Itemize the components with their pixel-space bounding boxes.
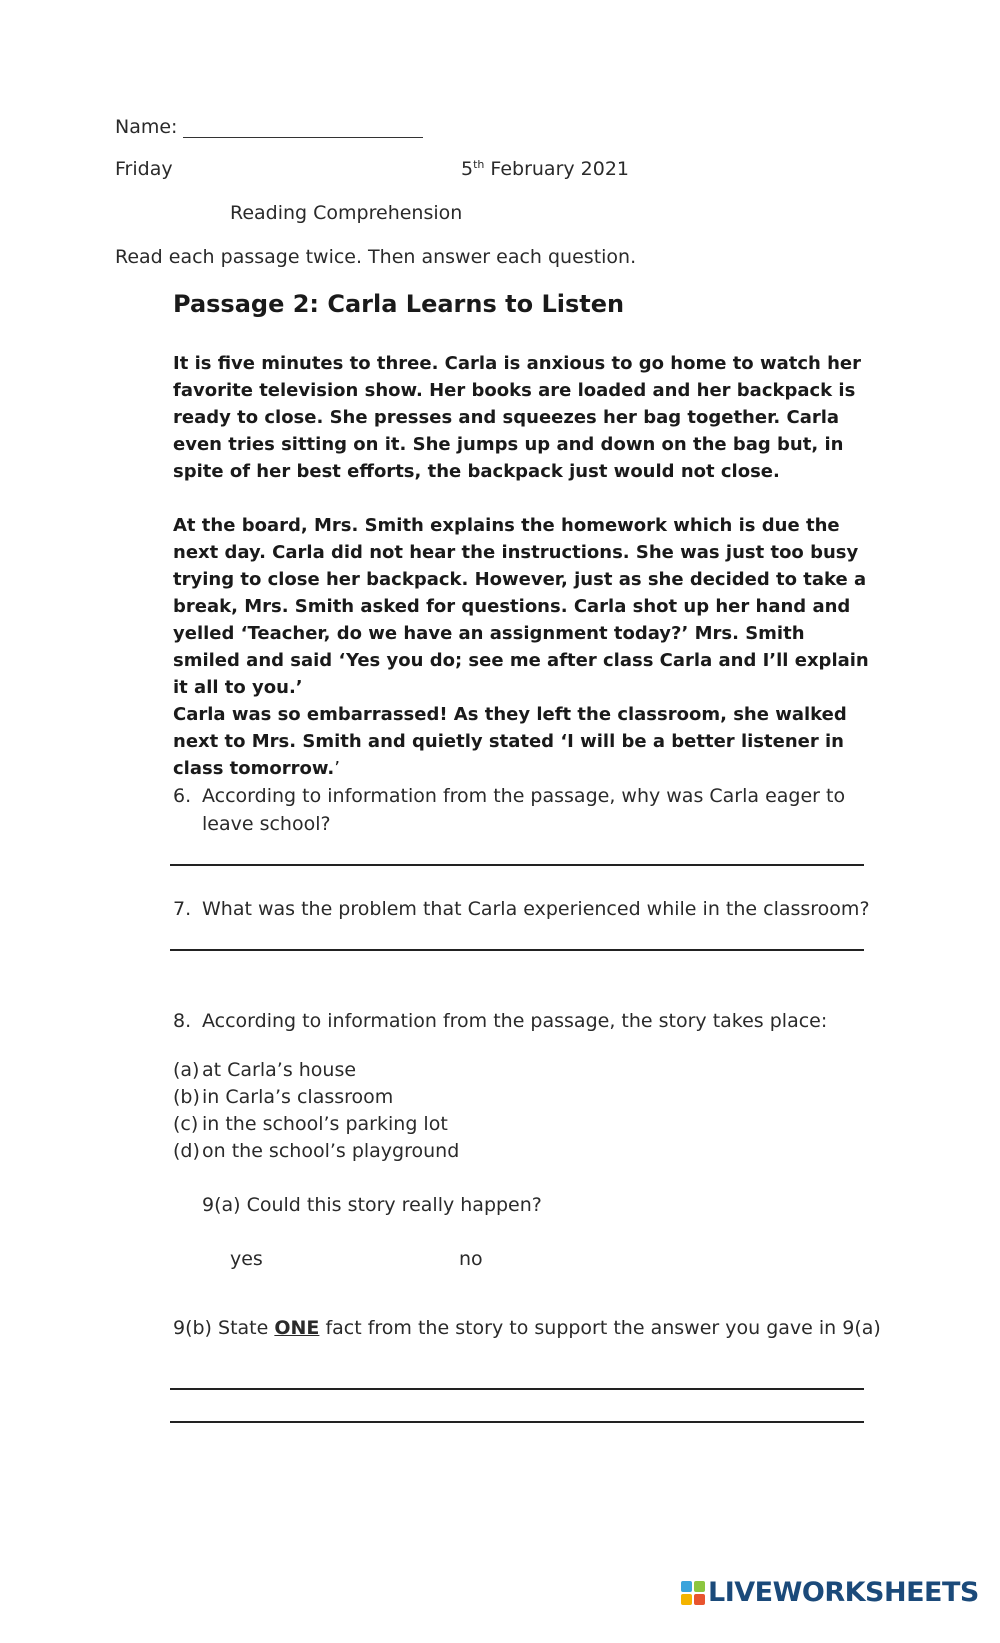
name-label: Name: bbox=[115, 116, 178, 138]
logo-grid-icon bbox=[681, 1581, 705, 1605]
question-9b-answer-line-2[interactable] bbox=[170, 1421, 864, 1423]
question-9b-before: 9(b) State bbox=[173, 1317, 275, 1339]
question-9b-answer-line-1[interactable] bbox=[170, 1388, 864, 1390]
question-6-number: 6. bbox=[173, 785, 192, 807]
logo-cell-4 bbox=[694, 1594, 705, 1605]
passage-title: Passage 2: Carla Learns to Listen bbox=[173, 290, 625, 318]
option-a-letter: (a) bbox=[173, 1059, 200, 1081]
question-8-text: According to information from the passage, the story takes place: bbox=[202, 1010, 828, 1032]
question-7-number: 7. bbox=[173, 898, 192, 920]
liveworksheets-logo bbox=[681, 1577, 979, 1608]
answer-no[interactable]: no bbox=[459, 1248, 483, 1270]
subject-heading: Reading Comprehension bbox=[230, 202, 463, 224]
option-c-text: in the school’s parking lot bbox=[202, 1113, 448, 1135]
paragraph-3-closing-quote: ’ bbox=[334, 758, 340, 779]
question-7-text: What was the problem that Carla experienced while in the classroom? bbox=[202, 898, 870, 920]
date-rest: February 2021 bbox=[484, 158, 630, 180]
day-label: Friday bbox=[115, 158, 173, 180]
logo-text: LIVEWORKSHEETS bbox=[708, 1577, 979, 1608]
option-d-text: on the school’s playground bbox=[202, 1140, 460, 1162]
question-6-answer-line[interactable] bbox=[170, 864, 864, 866]
logo-cell-1 bbox=[681, 1581, 692, 1592]
question-9b bbox=[173, 1317, 881, 1339]
option-c-letter: (c) bbox=[173, 1113, 199, 1135]
option-b-text: in Carla’s classroom bbox=[202, 1086, 394, 1108]
option-d-letter: (d) bbox=[173, 1140, 200, 1162]
answer-yes[interactable]: yes bbox=[230, 1248, 263, 1270]
question-9b-emphasis: ONE bbox=[274, 1317, 320, 1339]
date-day: 5 bbox=[461, 158, 474, 180]
paragraph-3-text: Carla was so embarrassed! As they left the classroom, she walked next to Mrs. Smith and quietly stated ‘I will be a better listener in class tomorrow. bbox=[173, 704, 847, 779]
passage-paragraph-2: At the board, Mrs. Smith explains the homework which is due the next day. Carla did not hear the instructions. She was just too busy trying to close her backpack. However, just as she decided to take a break, Mrs. Smith asked for questions. Carla shot up her hand and yelled ‘Teacher, do we have an assignment today?’ Mrs. Smith smiled and said ‘Yes you do; see me after class Carla and I’ll explain it all to you.’ bbox=[173, 515, 869, 698]
question-7-answer-line[interactable] bbox=[170, 949, 864, 951]
option-a-text: at Carla’s house bbox=[202, 1059, 357, 1081]
question-9b-after: fact from the story to support the answer you gave in 9(a) bbox=[319, 1317, 881, 1339]
question-8-number: 8. bbox=[173, 1010, 192, 1032]
name-blank-line bbox=[183, 137, 423, 138]
option-b-letter: (b) bbox=[173, 1086, 200, 1108]
passage-paragraph-3 bbox=[173, 701, 873, 782]
logo-cell-3 bbox=[681, 1594, 692, 1605]
logo-cell-2 bbox=[694, 1581, 705, 1592]
date-suffix: th bbox=[473, 158, 485, 171]
question-9a-text: 9(a) Could this story really happen? bbox=[202, 1194, 542, 1216]
instructions: Read each passage twice. Then answer each question. bbox=[115, 246, 637, 268]
date-label bbox=[461, 158, 629, 180]
passage-paragraph-1: It is five minutes to three. Carla is anxious to go home to watch her favorite television show. Her books are loaded and her backpack is ready to close. She presses and squeezes her bag together. Carla even tries sitting on it. She jumps up and down on the bag but, in spite of her best efforts, the backpack just would not close. bbox=[173, 353, 861, 482]
question-6-text: According to information from the passage, why was Carla eager to leave school? bbox=[202, 785, 846, 835]
